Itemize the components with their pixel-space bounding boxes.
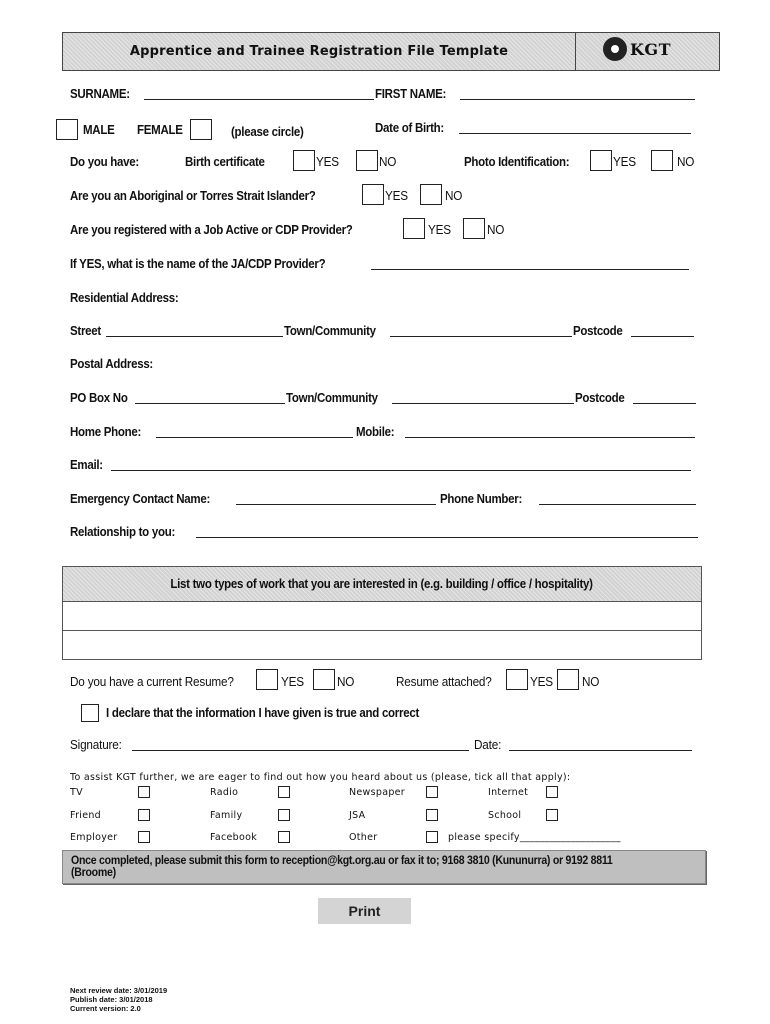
survey-intro: To assist KGT further, we are eager to find out how you heard about us (please, tick all that apply): [70, 772, 571, 783]
home-phone-field[interactable] [156, 437, 353, 438]
survey-option-tv: TV [70, 787, 83, 798]
home-phone-label: Home Phone: [70, 425, 142, 439]
photo-id-yes-label: YES [613, 155, 636, 169]
email-field[interactable] [111, 470, 691, 471]
resume-attached-yes-label: YES [530, 675, 553, 689]
declaration-label: I declare that the information I have given is true and correct [106, 706, 420, 720]
work-type-row-1[interactable] [62, 602, 702, 631]
submit-instructions-bar [62, 850, 706, 884]
survey-option-facebook: Facebook [210, 832, 258, 843]
aboriginal-label: Are you an Aboriginal or Torres Strait Islander? [70, 189, 316, 203]
job-active-label: Are you registered with a Job Active or CDP Provider? [70, 223, 353, 237]
aboriginal-no-checkbox[interactable] [420, 184, 442, 205]
aboriginal-no-label: NO [445, 189, 463, 203]
postcode-label: Postcode [573, 324, 623, 338]
female-label: FEMALE [137, 123, 183, 137]
do-you-have-label: Do you have: [70, 155, 139, 169]
please-circle-note: (please circle) [231, 125, 304, 139]
resume-current-yes-label: YES [281, 675, 304, 689]
school-checkbox[interactable] [546, 809, 558, 821]
other-checkbox[interactable] [426, 831, 438, 843]
birth-cert-no-checkbox[interactable] [356, 150, 378, 171]
mobile-field[interactable] [405, 437, 695, 438]
emergency-field[interactable] [236, 504, 436, 505]
form-header [62, 32, 720, 71]
postal-label: Postal Address: [70, 357, 153, 371]
date-field[interactable] [509, 750, 692, 751]
relationship-label: Relationship to you: [70, 525, 176, 539]
photo-id-no-checkbox[interactable] [651, 150, 673, 171]
resume-attached-no-checkbox[interactable] [557, 669, 579, 690]
street-label: Street [70, 324, 101, 338]
work-type-row-2[interactable] [62, 631, 702, 660]
aboriginal-yes-label: YES [385, 189, 408, 203]
first-name-field[interactable] [460, 99, 695, 100]
street-field[interactable] [106, 336, 283, 337]
jsa-checkbox[interactable] [426, 809, 438, 821]
postal-postcode-field[interactable] [633, 403, 696, 404]
first-name-label: FIRST NAME: [375, 87, 447, 101]
job-active-yes-checkbox[interactable] [403, 218, 425, 239]
job-active-no-checkbox[interactable] [463, 218, 485, 239]
postcode-field[interactable] [631, 336, 694, 337]
survey-option-school: School [488, 810, 522, 821]
survey-option-newspaper: Newspaper [349, 787, 406, 798]
submit-instructions: Once completed, please submit this form to reception@kgt.org.au or fax it to; 9168 3810 (Kununurra) or 9192 8811 (Broome) [71, 855, 613, 879]
survey-option-friend: Friend [70, 810, 102, 821]
next-review-date: Next review date: 3/01/2019 [70, 986, 168, 995]
resume-current-yes-checkbox[interactable] [256, 669, 278, 690]
tv-checkbox[interactable] [138, 786, 150, 798]
male-checkbox[interactable] [56, 119, 78, 140]
document-meta [70, 986, 167, 1013]
female-checkbox[interactable] [190, 119, 212, 140]
relationship-field[interactable] [196, 537, 698, 538]
ja-name-field[interactable] [371, 269, 689, 270]
mobile-label: Mobile: [356, 425, 395, 439]
po-box-field[interactable] [135, 403, 285, 404]
form-title: Apprentice and Trainee Registration File Template [129, 44, 509, 59]
friend-checkbox[interactable] [138, 809, 150, 821]
postal-town-label: Town/Community [286, 391, 378, 405]
surname-field[interactable] [144, 99, 374, 100]
work-table-heading [62, 566, 702, 602]
kgt-logo [603, 37, 671, 61]
photo-id-no-label: NO [677, 155, 695, 169]
radio-checkbox[interactable] [278, 786, 290, 798]
photo-id-label: Photo Identification: [464, 155, 570, 169]
phone-number-label: Phone Number: [440, 492, 523, 506]
job-active-no-label: NO [487, 223, 505, 237]
header-divider [575, 33, 576, 70]
email-label: Email: [70, 458, 103, 472]
internet-checkbox[interactable] [546, 786, 558, 798]
surname-label: SURNAME: [70, 87, 130, 101]
birth-cert-yes-checkbox[interactable] [293, 150, 315, 171]
survey-option-radio: Radio [210, 787, 239, 798]
residential-label: Residential Address: [70, 291, 179, 305]
signature-field[interactable] [132, 750, 469, 751]
print-button[interactable]: Print [318, 898, 411, 924]
other-specify-field[interactable]: please specify____________________ [448, 832, 621, 843]
logo-text: KGT [630, 39, 671, 59]
ja-name-label: If YES, what is the name of the JA/CDP Provider? [70, 257, 326, 271]
signature-label: Signature: [70, 738, 122, 752]
birth-cert-label: Birth certificate [185, 155, 265, 169]
dob-label: Date of Birth: [375, 121, 444, 135]
survey-option-jsa: JSA [349, 810, 366, 821]
postal-postcode-label: Postcode [575, 391, 625, 405]
facebook-checkbox[interactable] [278, 831, 290, 843]
resume-attached-label: Resume attached? [396, 675, 492, 689]
date-label: Date: [474, 738, 502, 752]
aboriginal-yes-checkbox[interactable] [362, 184, 384, 205]
survey-option-internet: Internet [488, 787, 529, 798]
survey-option-other: Other [349, 832, 378, 843]
logo-emblem-icon [603, 37, 627, 61]
resume-current-no-label: NO [337, 675, 355, 689]
job-active-yes-label: YES [428, 223, 451, 237]
resume-current-label: Do you have a current Resume? [70, 675, 234, 689]
survey-option-family: Family [210, 810, 243, 821]
current-version: Current version: 2.0 [70, 1004, 141, 1013]
publish-date: Publish date: 3/01/2018 [70, 995, 153, 1004]
family-checkbox[interactable] [278, 809, 290, 821]
resume-attached-yes-checkbox[interactable] [506, 669, 528, 690]
birth-cert-no-label: NO [379, 155, 397, 169]
photo-id-yes-checkbox[interactable] [590, 150, 612, 171]
resume-current-no-checkbox[interactable] [313, 669, 335, 690]
male-label: MALE [83, 123, 115, 137]
work-table-heading-text: List two types of work that you are interested in (e.g. building / office / hospitality) [170, 577, 594, 591]
phone-number-field[interactable] [539, 504, 696, 505]
newspaper-checkbox[interactable] [426, 786, 438, 798]
survey-option-employer: Employer [70, 832, 118, 843]
po-box-label: PO Box No [70, 391, 128, 405]
declaration-checkbox[interactable] [81, 704, 99, 722]
birth-cert-yes-label: YES [316, 155, 339, 169]
postal-town-field[interactable] [392, 403, 574, 404]
emergency-label: Emergency Contact Name: [70, 492, 211, 506]
dob-field[interactable] [459, 133, 691, 134]
resume-attached-no-label: NO [582, 675, 600, 689]
town-field[interactable] [390, 336, 572, 337]
town-label: Town/Community [284, 324, 376, 338]
employer-checkbox[interactable] [138, 831, 150, 843]
